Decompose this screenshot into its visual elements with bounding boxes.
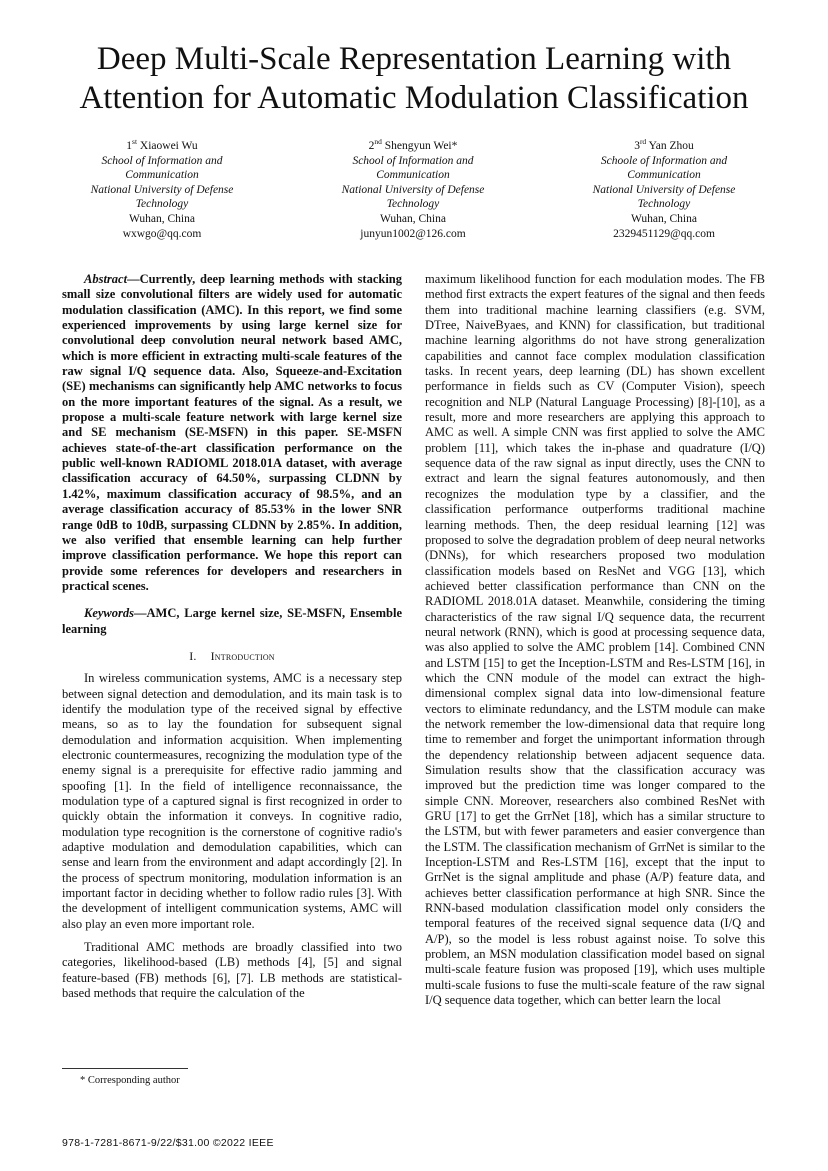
abstract: Abstract—Currently, deep learning methods with stacking small size convolutional filters are widely used for automatic modulation classification (AMC). In this report, we find some experienced improvements by using large kernel size for convolutional deep convolution neural network based AMC, which is more efficient in extracting multi-scale features of the raw signal I/Q sequence data. Also, Squeeze-and-Excitation (SE) mechanisms can significantly help AMC networks to focus on the more important features of the signal. As a result, we propose a multi-scale feature network with large kernel size and SE mechanism (SE-MSFN) in this paper. SE-MSFN achieves state-of-the-art classification performance on the public well-known RADIOML 2018.01A dataset, with average classification accuracy of 64.50%, surpassing CLDNN by 1.42%, maximum classification accuracy of 98.5%, and an average classification accuracy of 85.53% in the lower SNR range 0dB to 10dB, surpassing CLDNN by 2.85%. In addition, we also verified that ensemble learning can help further improve classification performance. We hope this report can provide some references for developers and researchers in practical scenes. <box>62 272 402 593</box>
author-3 <box>564 139 764 241</box>
paragraph: maximum likelihood function for each modulation modes. The FB method first extracts the expert features of the signal and then feeds them into traditional machine learning classifiers (e.g. SVM, DTree, NaiveByaes, and KNN) for classification, but traditional machine learning algorithms do not have strong generalization capabilities and cannot face complex modulation classification tasks. In recent years, deep learning (DL) has shown excellent performance in fields such as CV (Computer Vision), speech recognition and NLP (Natural Language Processing) [8]-[10], as a result, more and more researchers are applying this approach to AMC as well. A simple CNN was first applied to solve the AMC problem [11], which takes the in-phase and quadrature (I/Q) sequence data of the raw signal as input directly, uses the CNN to extract and learn the signal features autonomously, and then recognizes the modulation type by a classifier, and the classification performance outperforms traditional machine learning methods. Then, the deep residual learning [12] was proposed to solve the degradation problem of deep neural networks (DNNs), for which researchers proposed two modulation classification models based on ResNet and VGG [13], which achieved better classification performance than CNN on the RADIOML 2018.01A dataset. Meanwhile, considering the timing characteristics of the raw signal I/Q sequence data, the recurrent neural network (RNN), which is good at processing sequence data, was also applied to solve the AMC problem [14]. Combined CNN and LSTM [15] to get the Inception-LSTM and Res-LSTM [16], in which the CNN module of the model can extract the high-dimensional complex signal data into low-dimensional feature vectors to eliminate redundancy, and the LSTM module can make the network remember the low-dimensional data that require long time to remember and forget the unimportant information through the dependency relationship between adjacent sequence data. Simulation results show that the classification accuracy was improved but the prediction time was longer compared to the simple CNN. Moreover, researchers also combined ResNet with GRU [17] to get the GrrNet [18], which has a similar structure to the LSTM, but with fewer parameters and easier convergence than the LSTM. The classification mechanism of GrrNet is similar to the Inception-LSTM and Res-LSTM [16], except that the input to GrrNet is the signal amplitude and phase (A/P) feature data, and achieves better classification performance at high SNR. Since the RNN-based modulation classification model only considers the temporal features of the received signal sequence data (I/Q and A/P), so the model is less robust against noise. To solve this problem, an MSN modulation classification model based on signal multi-scale feature fusion was proposed [19], which uses multiple multi-scale fusions to fuse the multi-scale feature of the raw signal I/Q sequence data together, which can better learn the local <box>425 272 765 1008</box>
author-affiliation: Technology <box>135 198 189 211</box>
author-city: Wuhan, China <box>129 212 195 225</box>
author-affiliation: National University of Defense <box>592 183 736 196</box>
footnote: * Corresponding author <box>80 1075 180 1086</box>
author-affiliation: School of Information and <box>352 154 474 167</box>
author-affiliation: Communication <box>627 169 701 182</box>
author-1 <box>62 139 262 241</box>
keywords: Keywords—AMC, Large kernel size, SE-MSFN, Ensemble learning <box>62 606 402 636</box>
author-affiliation: Communication <box>376 169 450 182</box>
title-line-2: Attention for Automatic Modulation Classification <box>79 80 749 116</box>
author-email: 2329451129@qq.com <box>613 227 715 240</box>
right-column <box>425 272 765 1009</box>
paragraph: Traditional AMC methods are broadly classified into two categories, likelihood-based (LB) methods [4], [5] and signal feature-based (FB) methods [6], [7]. LB methods are statistical-based methods that require the calculation of the <box>62 940 402 1001</box>
author-city: Wuhan, China <box>631 212 697 225</box>
author-affiliation: Technology <box>386 198 440 211</box>
author-affiliation: National University of Defense <box>90 183 234 196</box>
author-affiliation: Communication <box>125 169 199 182</box>
footnote-divider <box>62 1068 188 1069</box>
left-column <box>62 272 402 1001</box>
author-email: wxwgo@qq.com <box>122 227 202 240</box>
copyright-notice: 978-1-7281-8671-9/22/$31.00 ©2022 IEEE <box>62 1137 274 1149</box>
author-affiliation: School of Information and <box>101 154 223 167</box>
author-affiliation: Schoole of Information and <box>600 154 728 167</box>
author-name: 2nd Shengyun Wei* <box>368 137 458 152</box>
author-city: Wuhan, China <box>380 212 446 225</box>
author-name: 3rd Yan Zhou <box>634 137 694 152</box>
author-email: junyun1002@126.com <box>360 227 466 240</box>
title-line-1: Deep Multi-Scale Representation Learning with <box>96 41 732 77</box>
paper-title <box>0 40 828 118</box>
author-affiliation: Technology <box>637 198 691 211</box>
author-affiliation: National University of Defense <box>341 183 485 196</box>
author-name: 1st Xiaowei Wu <box>126 137 198 152</box>
author-2 <box>313 139 513 241</box>
section-heading: I. Introduction <box>189 648 275 663</box>
paragraph: In wireless communication systems, AMC is a necessary step between signal detection and demodulation, and its main task is to identify the modulation type of the received signal by effective means, so as to lay the foundation for subsequent signal demodulation and information acquisition. When implementing electronic countermeasures, recognizing the modulation type of the enemy signal is a prerequisite for effective radio jamming and spoofing [1]. In the field of intelligence reconnaissance, the modulation type of a captured signal is first recognized in order to quickly obtain the information it conveys. In cognitive radio, modulation type recognition is the cornerstone of cognitive radio's adaptive modulation and demodulation capabilities, which can sense and learn from the environment and adapt accordingly [2]. In the process of spectrum monitoring, modulation information is an important factor in deciding whether to follow radio rules [3]. With the development of intelligent communication systems, AMC will also play an even more important role. <box>62 671 402 931</box>
